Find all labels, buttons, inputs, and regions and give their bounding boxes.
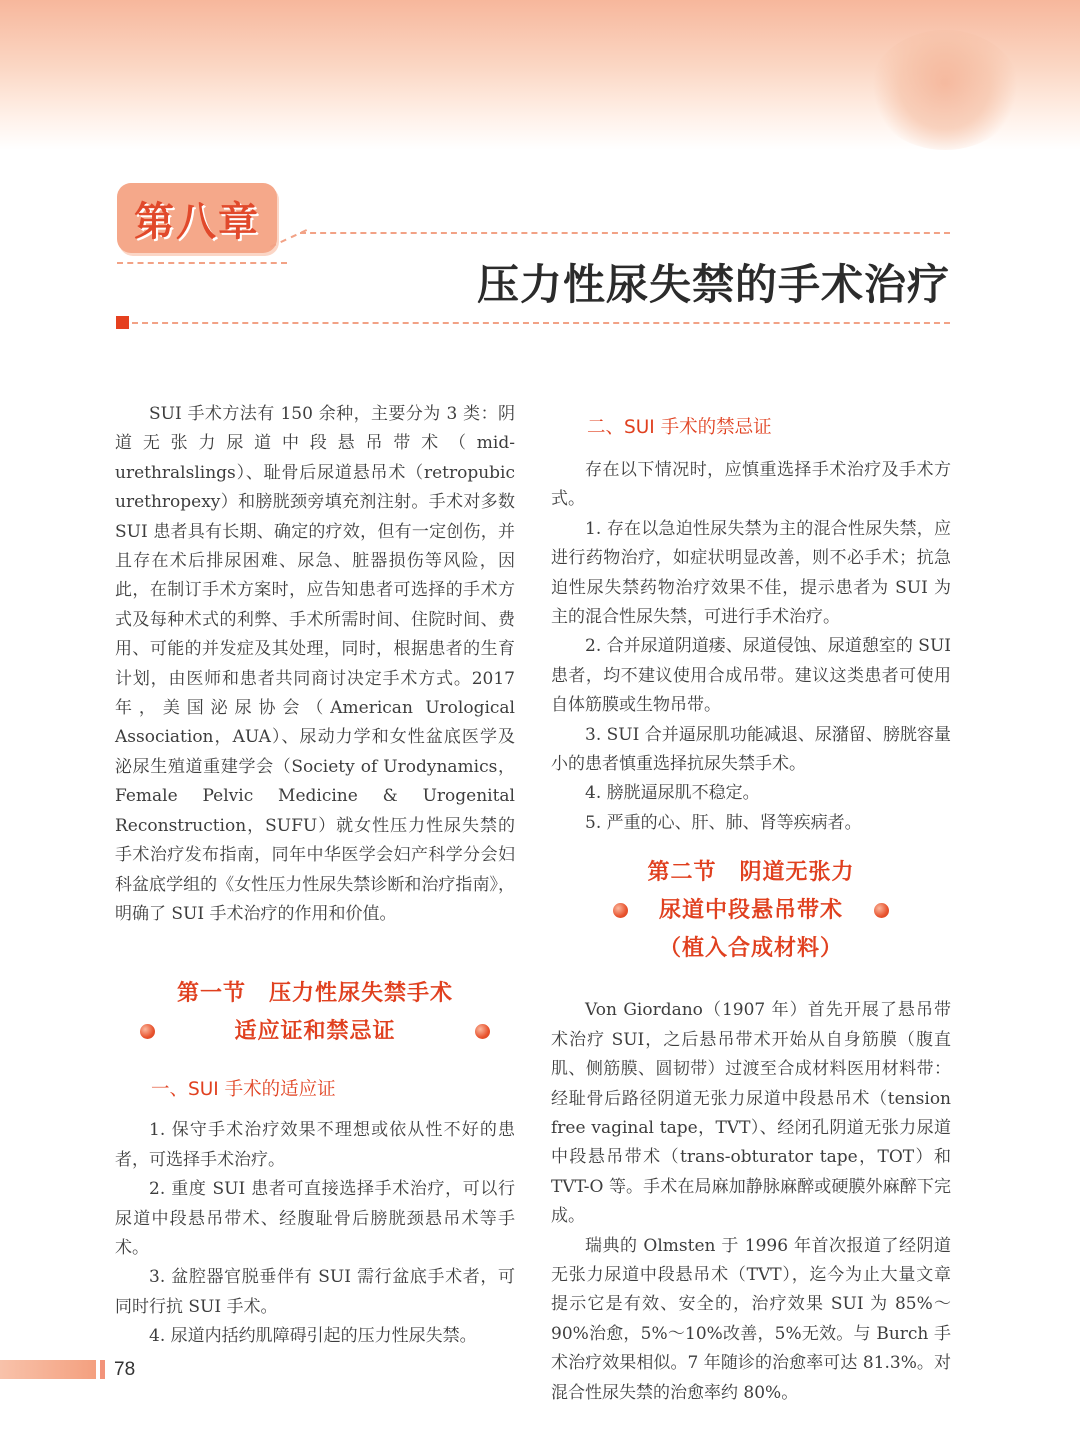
right-column [551,400,951,1408]
body-paragraph: Von Giordano（1907 年）首先开展了悬吊带术治疗 SUI，之后悬吊带术开始从自身筋膜（腹直肌、侧筋膜、圆韧带）过渡至合成材料医用材料带：经耻骨后路径阴道无张力尿道中段悬吊术（tension free vaginal tape，TVT）、经闭孔阴道无张力尿道中段悬吊带术（trans-obturator tape，TOT）和 TVT-O 等。手术在局麻加静脉麻醉或硬膜外麻醉下完成。 [551,1000,951,1227]
section-heading-2-line2: 尿道中段悬吊带术 [658,898,843,924]
subheading-contraindications: 二、SUI 手术的禁忌证 [587,417,772,438]
divider-top [300,232,950,234]
divider-bottom [132,322,950,324]
indication-item: 1. 保守手术治疗效果不理想或依从性不好的患者，可选择手术治疗。 [115,1120,515,1170]
body-paragraph: 瑞典的 Olmsten 于 1996 年首次报道了经阴道无张力尿道中段悬吊术（TVT），迄今为止大量文章提示它是有效、安全的，治疗效果 SUI 为 85%～90%治愈，5%～10%改善，5%无效。与 Burch 手术治疗效果相似。7 年随诊的治愈率可达 81.3%。对混合性尿失禁的治愈率约 80%。 [551,1235,951,1403]
section-heading-2 [551,854,951,968]
section-heading-1-line2: 适应证和禁忌证 [234,1019,396,1045]
header-illustration [870,30,1020,150]
contraindication-item: 4. 膀胱逼尿肌不稳定。 [585,783,760,804]
indication-item: 2. 重度 SUI 患者可直接选择手术治疗，可以行尿道中段悬吊带术、经腹耻骨后膀胱颈悬吊术等手术。 [115,1179,515,1258]
contraindication-item: 2. 合并尿道阴道瘘、尿道侵蚀、尿道憩室的 SUI 患者，均不建议使用合成吊带。建议这类患者可使用自体筋膜或生物吊带。 [551,636,951,716]
section-heading-2-line3: （植入合成材料） [658,936,843,962]
intro-paragraph: SUI 手术方法有 150 余种，主要分为 3 类：阴道无张力尿道中段悬吊带术（mid-urethralslings）、耻骨后尿道悬吊术（retropubic urethropexy）和膀胱颈旁填充剂注射。手术对多数 SUI 患者具有长期、确定的疗效，但有一定创伤，并且存在术后排尿困难、尿急、脏器损伤等风险，因此，在制订手术方案时，应告知患者可选择的手术方式及每种术式的利弊、手术所需时间、住院时间、费用、可能的并发症及其处理，同时，根据患者的生育计划，由医师和患者共同商讨决定手术方式。2017 年，美国泌尿协会（American Urological Association，AUA）、尿动力学和女性盆底医学及泌尿生殖道重建学会（Society of Urodynamics，Female Pelvic Medicine & Urogenital Reconstruction，SUFU）就女性压力性尿失禁的手术治疗发布指南，同年中华医学会妇产科学分会妇科盆底学组的《女性压力性尿失禁诊断和治疗指南》，明确了 SUI 手术治疗的作用和价值。 [115,404,515,924]
marker-square [116,316,129,329]
footer-bar [0,1360,96,1379]
contraindication-item: 3. SUI 合并逼尿肌功能减退、尿潴留、膀胱容量小的患者慎重选择抗尿失禁手术。 [551,724,951,775]
page-number: 78 [114,1359,136,1380]
indication-item: 4. 尿道内括约肌障碍引起的压力性尿失禁。 [149,1326,477,1347]
footer-bar-divider [100,1360,105,1379]
contraindication-item: 5. 严重的心、肝、肺、肾等疾病者。 [585,812,862,833]
left-column [115,400,515,1352]
contraindication-item: 1. 存在以急迫性尿失禁为主的混合性尿失禁，应进行药物治疗，如症状明显改善，则不必手术；抗急迫性尿失禁药物治疗效果不佳，提示患者为 SUI 为主的混合性尿失禁，可进行手术治疗。 [551,518,951,628]
section-heading-2-line1: 第二节 阴道无张力 [647,860,855,886]
section-heading-1-line1: 第一节 压力性尿失禁手术 [176,981,453,1007]
chapter-badge: 第八章 [117,183,277,253]
divider-left [117,262,287,264]
subheading-indications: 一、SUI 手术的适应证 [151,1079,336,1101]
chapter-title: 压力性尿失禁的手术治疗 [476,260,950,309]
section-heading-1 [115,975,515,1051]
indication-item: 3. 盆腔器官脱垂伴有 SUI 需行盆底手术者，可同时行抗 SUI 手术。 [115,1267,515,1317]
contraindication-lead: 存在以下情况时，应慎重选择手术治疗及手术方式。 [551,460,951,510]
